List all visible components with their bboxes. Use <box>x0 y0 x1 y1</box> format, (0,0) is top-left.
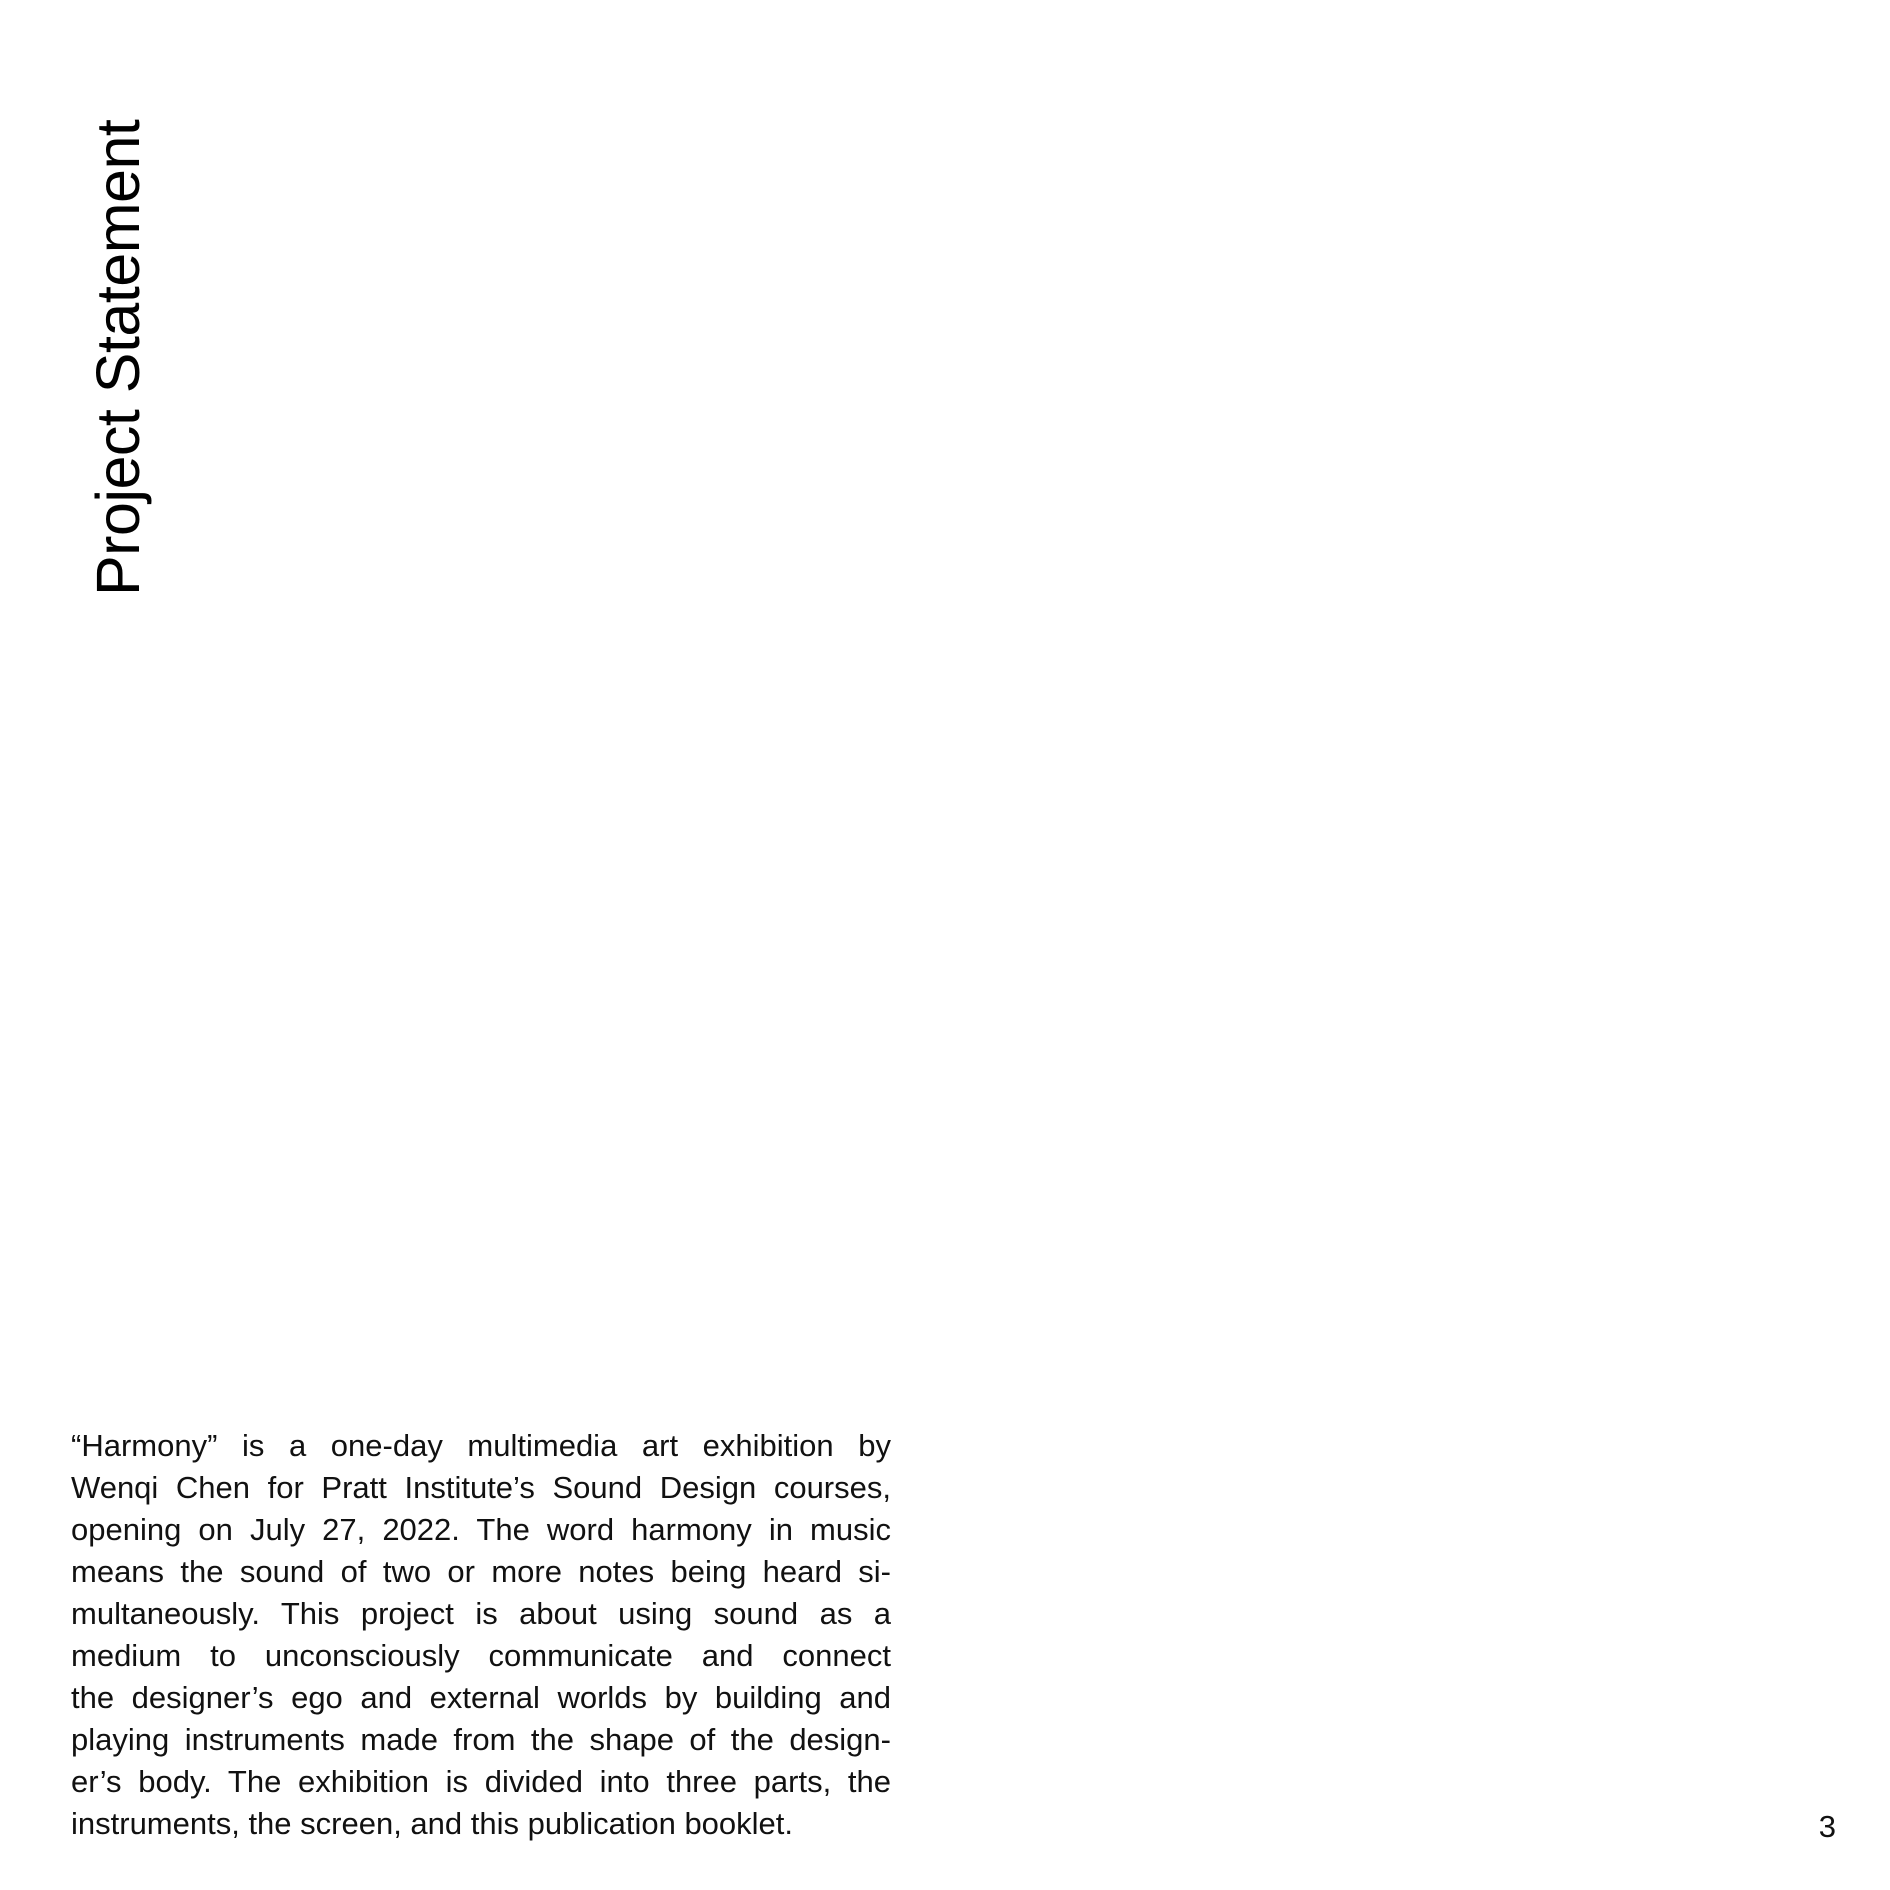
paragraph-line: playing instruments made from the shape of the design- <box>71 1722 891 1757</box>
page-number: 3 <box>1818 1809 1836 1844</box>
project-statement-paragraph <box>71 1425 891 1845</box>
paragraph-line: means the sound of two or more notes being heard si- <box>71 1554 891 1589</box>
paragraph-line: er’s body. The exhibition is divided into three parts, the <box>71 1764 891 1799</box>
paragraph-line: multaneously. This project is about using sound as a <box>71 1596 891 1631</box>
paragraph-line: “Harmony” is a one-day multimedia art exhibition by <box>71 1428 891 1463</box>
paragraph-line: the designer’s ego and external worlds by building and <box>71 1680 891 1715</box>
paragraph-line: Wenqi Chen for Pratt Institute’s Sound Design courses, <box>71 1470 891 1505</box>
page-title: Project Statement <box>84 119 152 596</box>
paragraph-line: opening on July 27, 2022. The word harmony in music <box>71 1512 891 1547</box>
paragraph-line: instruments, the screen, and this publication booklet. <box>71 1806 794 1841</box>
paragraph-line: medium to unconsciously communicate and connect <box>71 1638 891 1673</box>
